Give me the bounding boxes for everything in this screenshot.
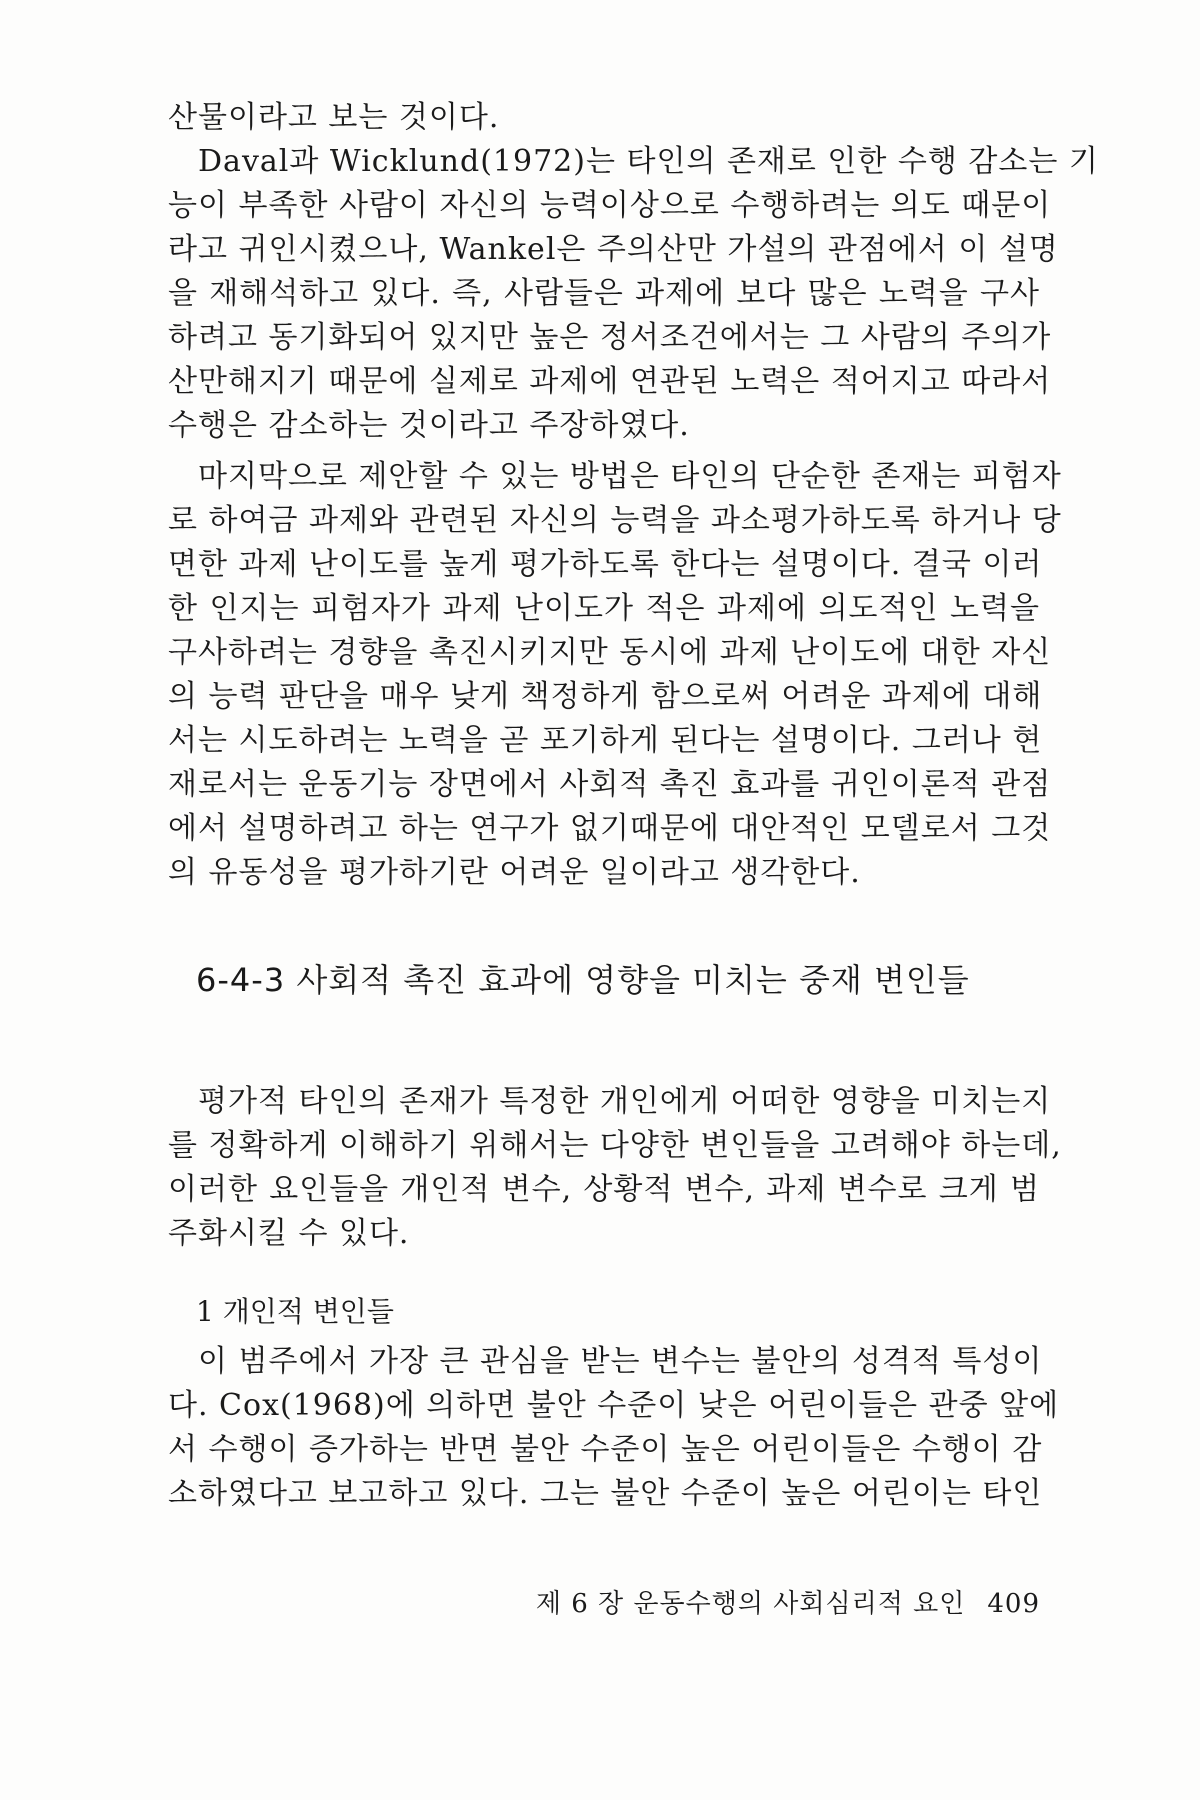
text-line: 면한 과제 난이도를 높게 평가하도록 한다는 설명이다. 결국 이러 [168,547,1043,582]
page-footer [520,1583,1040,1620]
text-line: 로 하여금 과제와 관련된 자신의 능력을 과소평가하도록 하거나 당 [168,503,1062,538]
text-line: 마지막으로 제안할 수 있는 방법은 타인의 단순한 존재는 피험자 [198,459,1062,494]
paragraph-3 [168,1080,1062,1256]
text-line: 산물이라고 보는 것이다. [168,100,500,135]
text-line: 능이 부족한 사람이 자신의 능력이상으로 수행하려는 의도 때문이 [168,188,1052,223]
text-line: 을 재해석하고 있다. 즉, 사람들은 과제에 보다 많은 노력을 구사 [168,276,1040,311]
text-line: 의 유동성을 평가하기란 어려운 일이라고 생각한다. [168,855,861,890]
chapter-title: 제 6 장 운동수행의 사회심리적 요인 [535,1589,966,1619]
text-line: 주화시킬 수 있다. [168,1216,410,1251]
text-line: 산만해지기 때문에 실제로 과제에 연관된 노력은 적어지고 따라서 [168,364,1052,399]
text-line: 이 범주에서 가장 큰 관심을 받는 변수는 불안의 성격적 특성이 [198,1344,1043,1379]
text-line: 서는 시도하려는 노력을 곧 포기하게 된다는 설명이다. 그러나 현 [168,723,1043,758]
paragraph-1 [168,96,1099,448]
text-line: 하려고 동기화되어 있지만 높은 정서조건에서는 그 사람의 주의가 [168,320,1052,355]
text-line: 재로서는 운동기능 장면에서 사회적 촉진 효과를 귀인이론적 관점 [168,767,1052,802]
paragraph-4 [168,1340,1060,1516]
text-line: 한 인지는 피험자가 과제 난이도가 적은 과제에 의도적인 노력을 [168,591,1040,626]
text-line: 서 수행이 증가하는 반면 불안 수준이 높은 어린이들은 수행이 감 [168,1432,1043,1467]
text-line: 를 정확하게 이해하기 위해서는 다양한 변인들을 고려해야 하는데, [168,1128,1062,1163]
text-line: 이러한 요인들을 개인적 변수, 상황적 변수, 과제 변수로 크게 범 [168,1172,1040,1207]
text-line: 소하였다고 보고하고 있다. 그는 불안 수준이 높은 어린이는 타인 [168,1476,1043,1511]
section-heading: 6-4-3 사회적 촉진 효과에 영향을 미치는 중재 변인들 [196,961,970,999]
text-line: 의 능력 판단을 매우 낮게 책정하게 함으로써 어려운 과제에 대해 [168,679,1043,714]
text-line: 다. Cox(1968)에 의하면 불안 수준이 낮은 어린이들은 관중 앞에 [168,1388,1060,1423]
page-number: 409 [987,1589,1040,1619]
text-line: 에서 설명하려고 하는 연구가 없기때문에 대안적인 모델로서 그것 [168,811,1052,846]
text-line: 라고 귀인시켰으나, Wankel은 주의산만 가설의 관점에서 이 설명 [168,232,1059,267]
text-line: 구사하려는 경향을 촉진시키지만 동시에 과제 난이도에 대한 자신 [168,635,1052,670]
paragraph-2 [168,455,1062,895]
text-line: Daval과 Wicklund(1972)는 타인의 존재로 인한 수행 감소는 기 [198,144,1099,179]
text-line: 평가적 타인의 존재가 특정한 개인에게 어떠한 영향을 미치는지 [198,1084,1052,1119]
text-line: 수행은 감소하는 것이라고 주장하였다. [168,408,690,443]
subsection-heading: 1 개인적 변인들 [196,1295,394,1328]
